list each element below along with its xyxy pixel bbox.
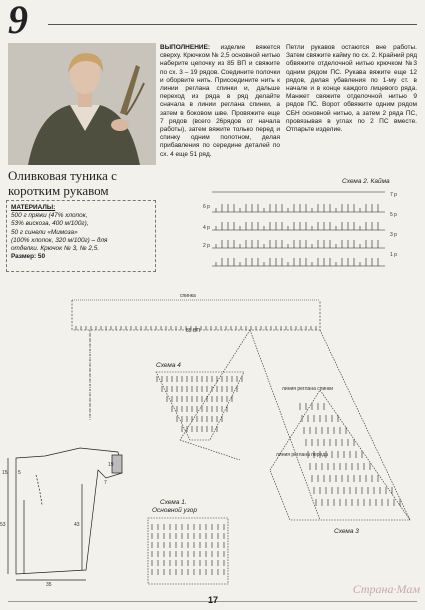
scheme-4-chart <box>156 372 244 440</box>
scheme-1-sublabel: Основной узор <box>152 507 197 514</box>
materials-size: Размер: 50 <box>11 253 46 261</box>
yoke-chart <box>72 300 410 520</box>
dim-label: 53 <box>0 522 6 528</box>
dim-label: 5 <box>18 470 21 476</box>
scheme-4-label: Схема 4 <box>156 362 181 369</box>
row-label: 2 р <box>203 243 210 249</box>
chain-count-label: 85 ВП <box>186 328 200 334</box>
scheme-2-label: Схема 2. Кайма <box>342 178 390 185</box>
materials-line: (100% хлопок, 320 м/100г) – для <box>11 236 108 244</box>
dim-label: 7 <box>104 480 107 486</box>
row-label: 1 р <box>390 252 397 258</box>
row-label: 4 р <box>203 225 210 231</box>
dim-label: 35 <box>46 582 52 588</box>
instructions-text-2: Петли рукавов остаются вне работы. Затем свяжите кайму по сх. 2. Крайний ряд обвяжите отделочной нитью крючком №3 одним рядом ПС. Рукава вяжите еще 12 рядов, делая убавления по 1-му ст. в начале и в конце каждого лицевого ряда. Манжет свяжите отделочной нитью 9 рядов ПС. Ворот обвяжите одним рядом СБН основной нитью, а затем 2 ряда ПС, провязывая в углах по 2 ПС вместе. Отпарьте изделие. <box>286 44 417 134</box>
page-number: 17 <box>207 595 218 605</box>
materials-label: МАТЕРИАЛЫ: <box>11 204 56 211</box>
materials-line: 53% вискоза, 400 м/100г), <box>11 220 89 228</box>
instructions-text-1: изделие вяжется сверху. Крючком № 2,5 основной нитью наберите цепочку из 85 ВП и свяжите по сх. 3 – 19 рядов. Соедините полочки и оборвите нить. Присоедините нить к линии реглана спинки и, дальше переход из ряда в ряд делайте сначала в линии реглана спинки, а затем в боковом шве. Провяжите еще 7 рядов (всего 26рядов от начала работы), затем вяжите только перед и спинку одним полотном, делая прибавления по середине деталей по сх. 4 еще 51 ряд. <box>160 44 281 158</box>
article-title: Оливковая туника с коротким рукавом <box>8 168 117 198</box>
instructions-label: ВЫПОЛНЕНИЕ: <box>160 44 211 51</box>
dim-label: 19 <box>108 462 114 468</box>
site-watermark: Страна·Мам <box>352 582 420 596</box>
back-label: спинка <box>180 293 196 299</box>
scheme-3-label: Схема 3 <box>334 528 359 535</box>
materials-line: 50 г синели «Мимоза» <box>11 228 78 236</box>
raglan-front-label: линия реглана переда <box>276 452 328 458</box>
dim-label: 43 <box>74 522 80 528</box>
scheme-1-chart <box>148 518 228 584</box>
garment-pattern-outline <box>8 448 122 580</box>
materials-line: отделки. Крючок № 3, № 2,5. <box>11 245 100 253</box>
pattern-number: 9 <box>8 0 28 42</box>
scheme-1-label: Схема 1. <box>160 499 187 506</box>
scheme-2-border-chart <box>212 192 385 266</box>
raglan-back-label: линия реглана спинки <box>282 386 334 392</box>
row-label: 6 р <box>203 204 210 210</box>
row-label: 3 р <box>390 232 397 238</box>
row-label: 5 р <box>390 212 397 218</box>
dim-label: 15 <box>2 470 8 476</box>
row-label: 7 р <box>390 192 397 198</box>
materials-line: 500 г пряжи (47% хлопок, <box>11 212 88 220</box>
